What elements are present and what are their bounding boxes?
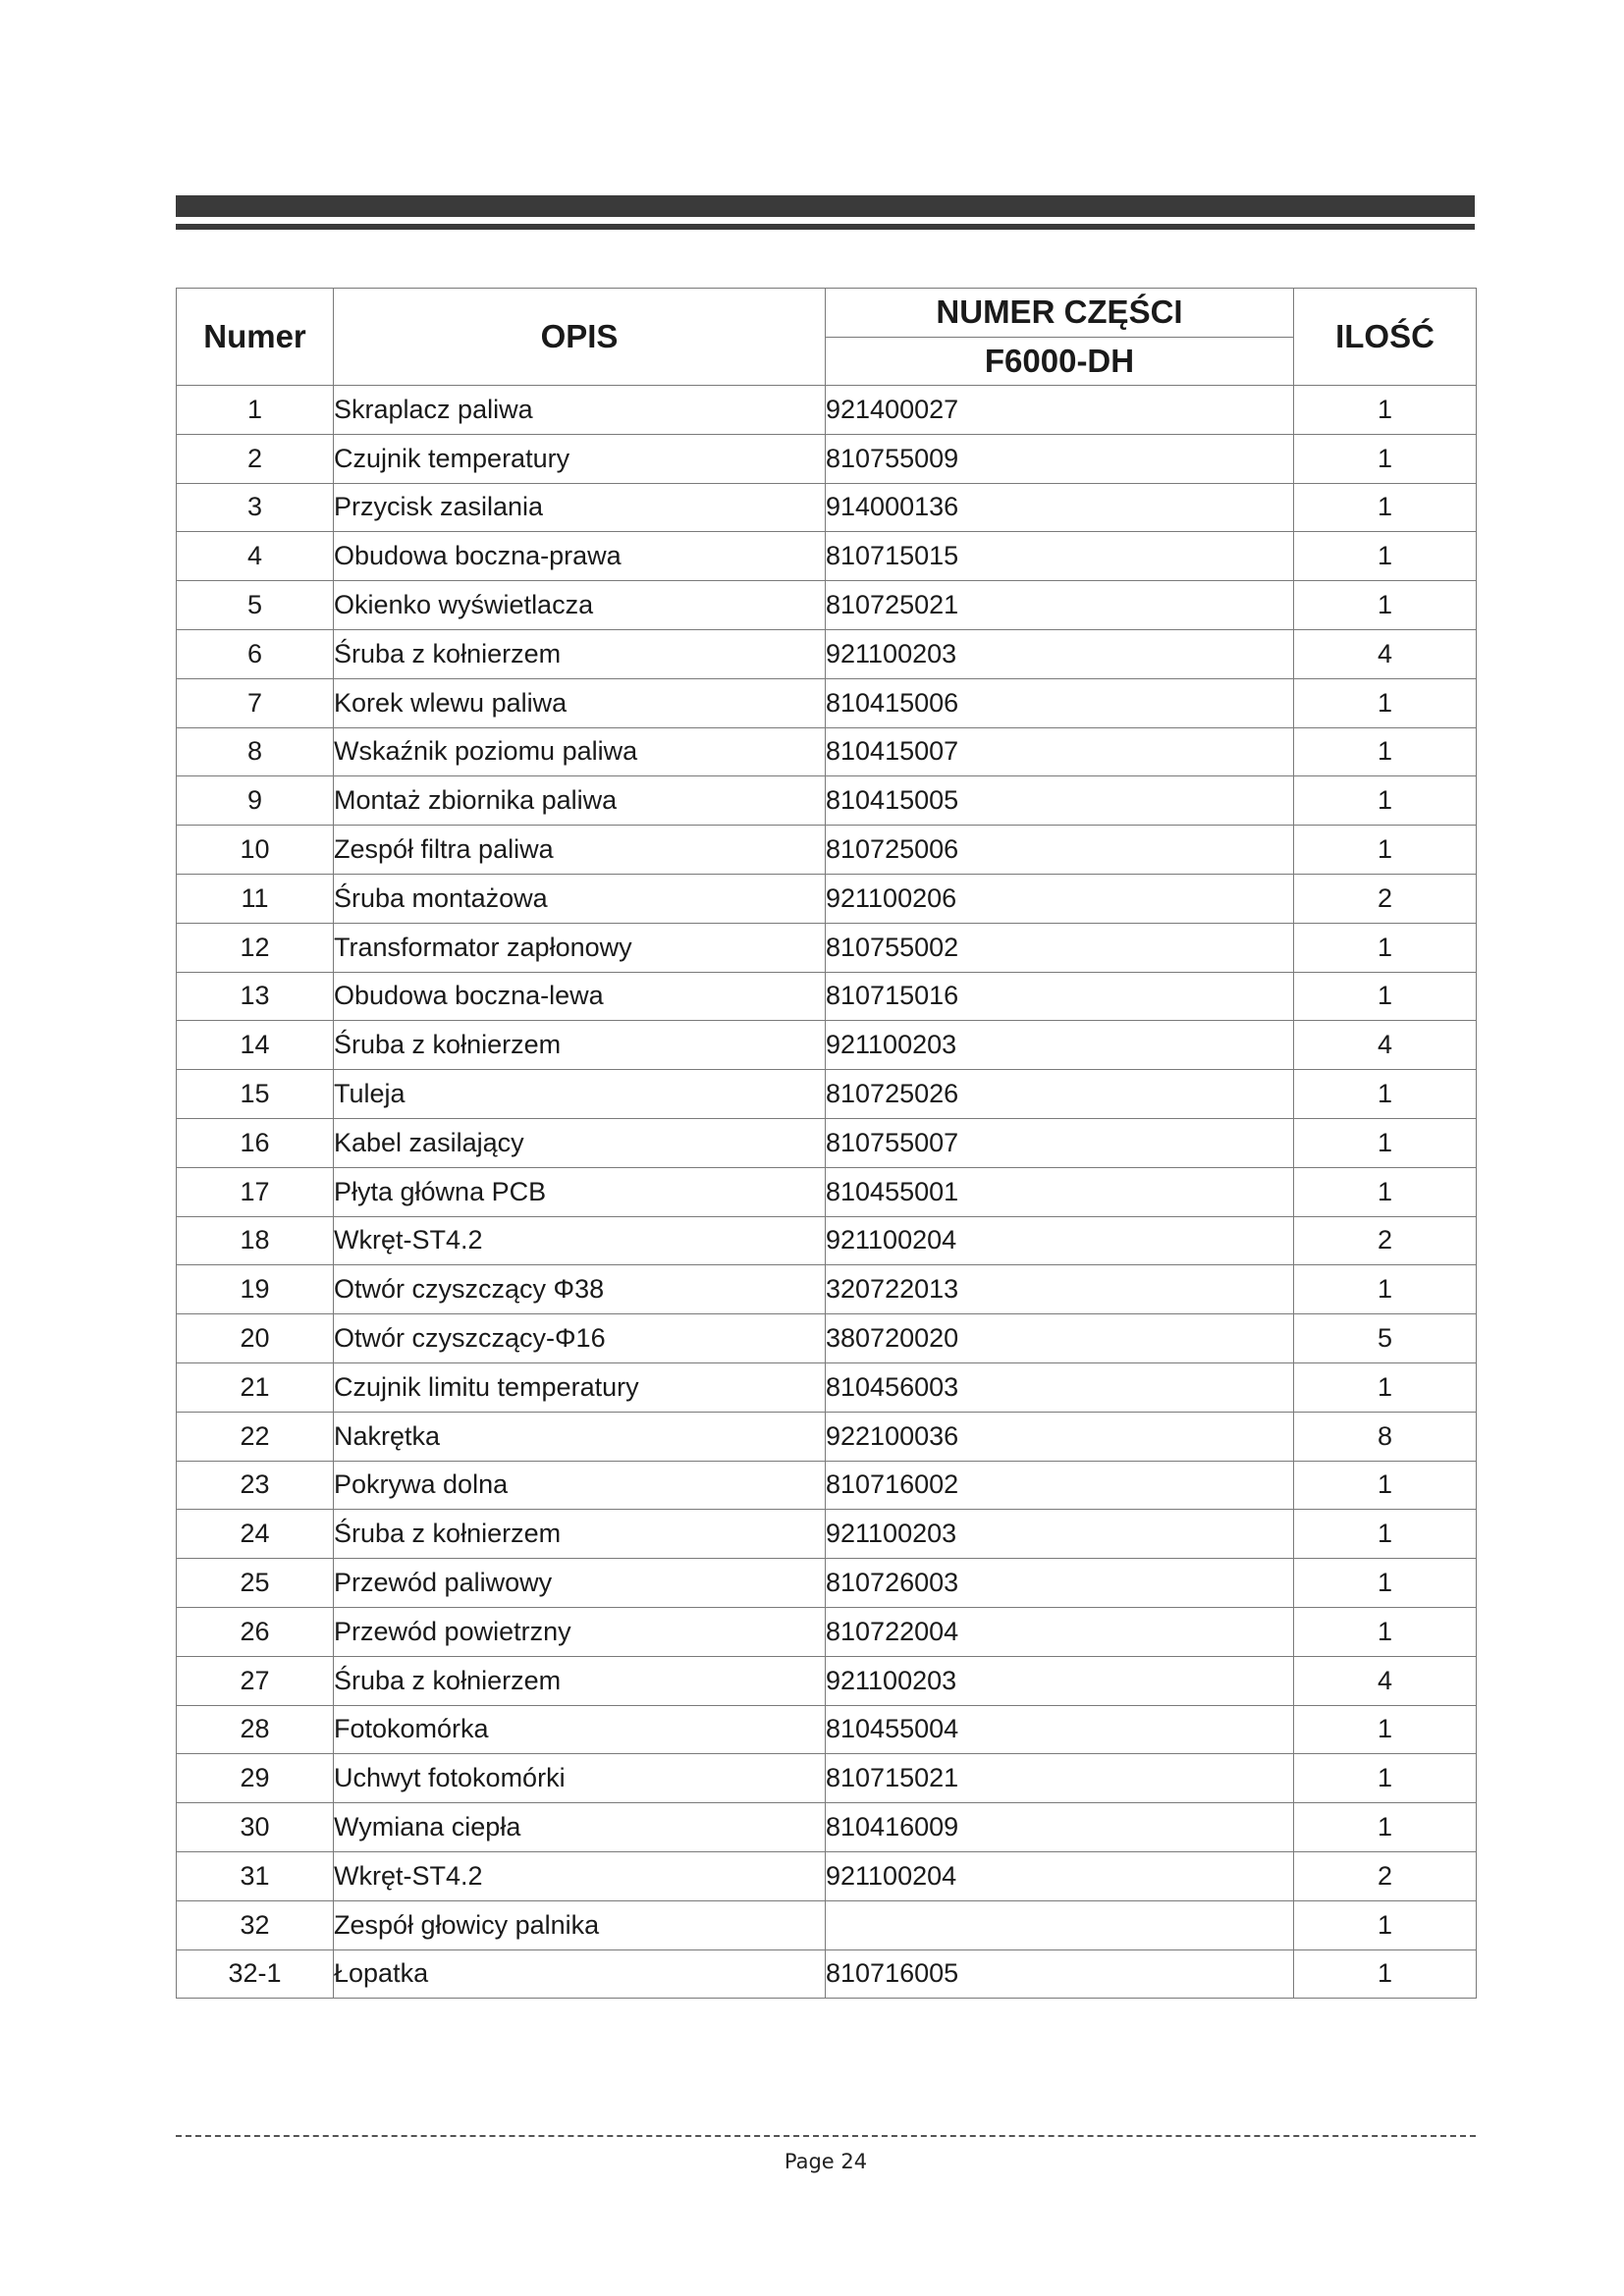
row-number-cell: 8 [177,727,334,776]
row-description-cell: Śruba z kołnierzem [334,1510,826,1559]
row-number-cell: 19 [177,1265,334,1314]
row-number-cell: 1 [177,386,334,435]
row-quantity-cell: 1 [1294,1803,1477,1852]
row-description-cell: Zespół głowicy palnika [334,1900,826,1949]
row-quantity-cell: 1 [1294,1900,1477,1949]
table-row [177,1803,1477,1852]
row-quantity-cell: 1 [1294,678,1477,727]
row-description-cell: Otwór czyszczący Φ38 [334,1265,826,1314]
row-part-number-cell: 810715016 [826,972,1294,1021]
row-part-number-cell: 810725026 [826,1070,1294,1119]
table-row [177,1314,1477,1363]
table-row [177,727,1477,776]
row-number-cell: 22 [177,1412,334,1461]
row-description-cell: Czujnik temperatury [334,434,826,483]
table-row [177,1461,1477,1510]
row-part-number-cell: 810755007 [826,1118,1294,1167]
table-row [177,923,1477,972]
parts-table-body [177,386,1477,1999]
table-row [177,1705,1477,1754]
row-number-cell: 28 [177,1705,334,1754]
row-part-number-cell [826,1900,1294,1949]
table-row [177,1607,1477,1656]
table-row [177,483,1477,532]
row-description-cell: Pokrywa dolna [334,1461,826,1510]
row-quantity-cell: 8 [1294,1412,1477,1461]
table-row [177,1021,1477,1070]
row-description-cell: Wkręt-ST4.2 [334,1216,826,1265]
row-part-number-cell: 380720020 [826,1314,1294,1363]
table-row [177,972,1477,1021]
row-number-cell: 13 [177,972,334,1021]
header-rule-thick [176,195,1475,217]
row-description-cell: Przewód powietrzny [334,1607,826,1656]
table-row [177,1559,1477,1608]
row-part-number-cell: 810725021 [826,581,1294,630]
row-part-number-cell: 914000136 [826,483,1294,532]
column-header-description: OPIS [334,289,826,386]
row-description-cell: Wkręt-ST4.2 [334,1851,826,1900]
row-number-cell: 14 [177,1021,334,1070]
row-quantity-cell: 4 [1294,1021,1477,1070]
column-header-model: F6000-DH [826,337,1294,386]
table-row [177,434,1477,483]
table-row [177,826,1477,875]
row-number-cell: 18 [177,1216,334,1265]
row-number-cell: 26 [177,1607,334,1656]
row-quantity-cell: 4 [1294,629,1477,678]
row-quantity-cell: 1 [1294,532,1477,581]
row-description-cell: Kabel zasilający [334,1118,826,1167]
table-row [177,678,1477,727]
row-description-cell: Skraplacz paliwa [334,386,826,435]
table-row [177,874,1477,923]
row-number-cell: 20 [177,1314,334,1363]
table-row [177,1265,1477,1314]
row-quantity-cell: 1 [1294,1705,1477,1754]
row-part-number-cell: 810725006 [826,826,1294,875]
row-number-cell: 25 [177,1559,334,1608]
row-description-cell: Uchwyt fotokomórki [334,1754,826,1803]
row-description-cell: Wymiana ciepła [334,1803,826,1852]
row-part-number-cell: 810726003 [826,1559,1294,1608]
row-number-cell: 32 [177,1900,334,1949]
row-number-cell: 4 [177,532,334,581]
table-row [177,532,1477,581]
row-number-cell: 32-1 [177,1949,334,1999]
row-description-cell: Nakrętka [334,1412,826,1461]
row-quantity-cell: 1 [1294,1754,1477,1803]
row-number-cell: 7 [177,678,334,727]
column-header-part-number: NUMER CZĘŚCI [826,289,1294,338]
row-description-cell: Śruba montażowa [334,874,826,923]
column-header-quantity: ILOŚĆ [1294,289,1477,386]
row-quantity-cell: 2 [1294,874,1477,923]
row-part-number-cell: 921100203 [826,1656,1294,1705]
table-row [177,1900,1477,1949]
row-part-number-cell: 810456003 [826,1362,1294,1412]
row-quantity-cell: 1 [1294,1510,1477,1559]
row-quantity-cell: 1 [1294,1607,1477,1656]
row-quantity-cell: 2 [1294,1216,1477,1265]
row-description-cell: Obudowa boczna-prawa [334,532,826,581]
row-quantity-cell: 1 [1294,1070,1477,1119]
row-part-number-cell: 810716002 [826,1461,1294,1510]
row-number-cell: 31 [177,1851,334,1900]
row-part-number-cell: 921100206 [826,874,1294,923]
table-row [177,1070,1477,1119]
header-rule-thin [176,224,1475,230]
row-quantity-cell: 1 [1294,972,1477,1021]
row-quantity-cell: 1 [1294,727,1477,776]
row-description-cell: Śruba z kołnierzem [334,629,826,678]
table-row [177,1754,1477,1803]
table-row [177,1118,1477,1167]
table-row [177,629,1477,678]
row-quantity-cell: 1 [1294,1265,1477,1314]
row-part-number-cell: 810716005 [826,1949,1294,1999]
row-description-cell: Płyta główna PCB [334,1167,826,1216]
row-quantity-cell: 1 [1294,776,1477,826]
row-quantity-cell: 1 [1294,483,1477,532]
row-number-cell: 29 [177,1754,334,1803]
row-description-cell: Czujnik limitu temperatury [334,1362,826,1412]
row-number-cell: 3 [177,483,334,532]
table-row [177,1412,1477,1461]
row-quantity-cell: 1 [1294,1949,1477,1999]
row-part-number-cell: 810715015 [826,532,1294,581]
row-quantity-cell: 1 [1294,434,1477,483]
row-part-number-cell: 810416009 [826,1803,1294,1852]
parts-table [176,288,1477,1999]
row-part-number-cell: 921100204 [826,1216,1294,1265]
table-row [177,1656,1477,1705]
row-description-cell: Przycisk zasilania [334,483,826,532]
row-number-cell: 10 [177,826,334,875]
row-part-number-cell: 810415006 [826,678,1294,727]
row-number-cell: 17 [177,1167,334,1216]
row-description-cell: Korek wlewu paliwa [334,678,826,727]
row-description-cell: Montaż zbiornika paliwa [334,776,826,826]
row-quantity-cell: 1 [1294,1362,1477,1412]
row-number-cell: 11 [177,874,334,923]
table-row [177,1362,1477,1412]
row-quantity-cell: 1 [1294,1118,1477,1167]
row-quantity-cell: 1 [1294,826,1477,875]
row-part-number-cell: 810722004 [826,1607,1294,1656]
row-number-cell: 5 [177,581,334,630]
row-description-cell: Śruba z kołnierzem [334,1021,826,1070]
row-part-number-cell: 810455004 [826,1705,1294,1754]
row-part-number-cell: 810415007 [826,727,1294,776]
row-part-number-cell: 810755002 [826,923,1294,972]
row-number-cell: 2 [177,434,334,483]
row-part-number-cell: 810415005 [826,776,1294,826]
row-description-cell: Śruba z kołnierzem [334,1656,826,1705]
row-number-cell: 27 [177,1656,334,1705]
row-number-cell: 12 [177,923,334,972]
row-part-number-cell: 810455001 [826,1167,1294,1216]
column-header-number: Numer [177,289,334,386]
row-part-number-cell: 921100203 [826,629,1294,678]
row-description-cell: Wskaźnik poziomu paliwa [334,727,826,776]
row-number-cell: 30 [177,1803,334,1852]
row-quantity-cell: 1 [1294,581,1477,630]
row-quantity-cell: 1 [1294,386,1477,435]
row-number-cell: 9 [177,776,334,826]
row-part-number-cell: 921100203 [826,1510,1294,1559]
row-description-cell: Łopatka [334,1949,826,1999]
row-description-cell: Obudowa boczna-lewa [334,972,826,1021]
table-row [177,386,1477,435]
row-quantity-cell: 1 [1294,1167,1477,1216]
table-row [177,1851,1477,1900]
row-number-cell: 15 [177,1070,334,1119]
row-description-cell: Tuleja [334,1070,826,1119]
row-description-cell: Przewód paliwowy [334,1559,826,1608]
row-part-number-cell: 810755009 [826,434,1294,483]
row-number-cell: 23 [177,1461,334,1510]
row-number-cell: 16 [177,1118,334,1167]
row-quantity-cell: 1 [1294,1559,1477,1608]
table-row [177,1510,1477,1559]
row-part-number-cell: 810715021 [826,1754,1294,1803]
table-row [177,1949,1477,1999]
row-description-cell: Otwór czyszczący-Φ16 [334,1314,826,1363]
row-quantity-cell: 2 [1294,1851,1477,1900]
row-part-number-cell: 320722013 [826,1265,1294,1314]
table-row [177,1216,1477,1265]
table-row [177,581,1477,630]
row-description-cell: Fotokomórka [334,1705,826,1754]
table-row [177,776,1477,826]
row-number-cell: 6 [177,629,334,678]
row-part-number-cell: 922100036 [826,1412,1294,1461]
row-description-cell: Zespół filtra paliwa [334,826,826,875]
row-part-number-cell: 921100203 [826,1021,1294,1070]
row-part-number-cell: 921100204 [826,1851,1294,1900]
row-number-cell: 21 [177,1362,334,1412]
footer-divider [176,2135,1476,2137]
row-description-cell: Okienko wyświetlacza [334,581,826,630]
table-row [177,1167,1477,1216]
row-part-number-cell: 921400027 [826,386,1294,435]
row-quantity-cell: 5 [1294,1314,1477,1363]
row-quantity-cell: 4 [1294,1656,1477,1705]
row-quantity-cell: 1 [1294,923,1477,972]
page-number: Page 24 [784,2150,868,2173]
row-number-cell: 24 [177,1510,334,1559]
row-quantity-cell: 1 [1294,1461,1477,1510]
row-description-cell: Transformator zapłonowy [334,923,826,972]
